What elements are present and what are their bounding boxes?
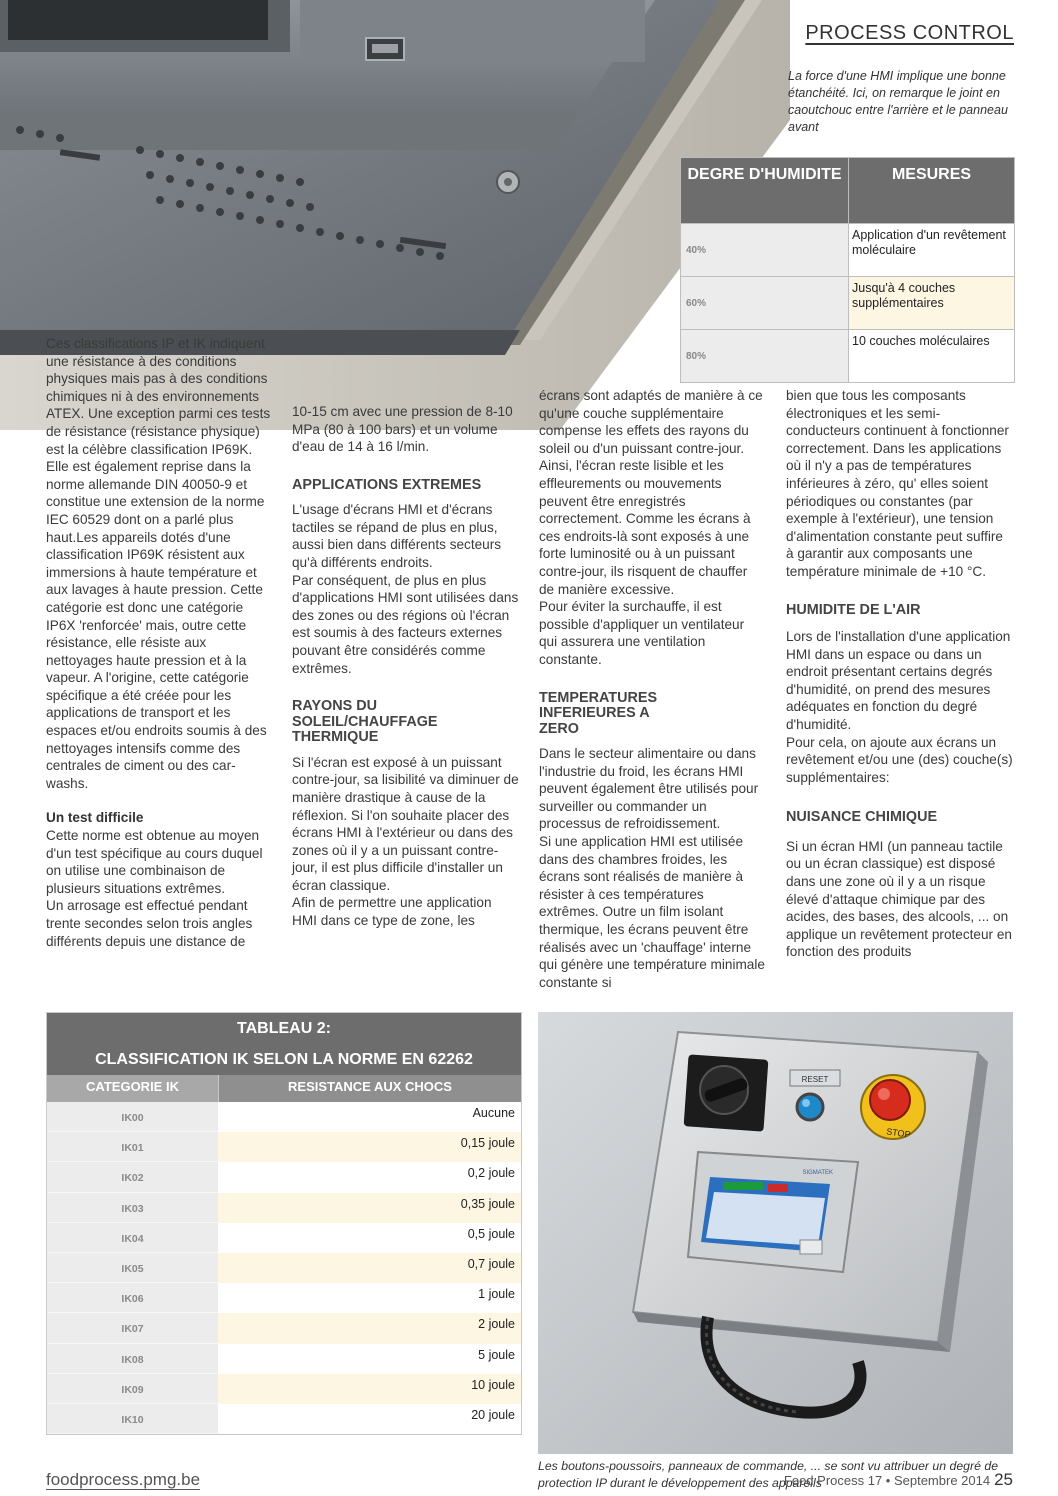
footer-site-link[interactable]: foodprocess.pmg.be xyxy=(46,1470,201,1489)
humidity-row xyxy=(681,330,1015,383)
brand-label: SIGMATEK xyxy=(802,1170,833,1176)
paragraph: Dans le secteur alimentaire ou dans l'industrie du froid, les écrans HMI peuvent également être utilisés pour surveiller ou commander un processus de refroidissement. xyxy=(539,746,759,832)
paragraph: Par conséquent, de plus en plus d'applications HMI sont utilisées dans des zones ou des régions où l'écran est soumis à des facteurs externes pouvant être considérés comme extrêmes. xyxy=(292,572,519,676)
paragraph: Un arrosage est effectué pendant trente secondes selon trois angles différents depuis une distance de xyxy=(46,898,253,949)
ik-category: IK09 xyxy=(47,1374,218,1404)
section-label: PROCESS CONTROL xyxy=(805,22,1014,44)
ik-category: IK01 xyxy=(47,1132,218,1162)
ik-row xyxy=(47,1404,521,1434)
paragraph: Si une application HMI est utilisée dans des chambres froides, les écrans sont réalisés de manière à résister à ces températures extrêmes. Outre un film isolant thermique, les écrans peuvent être réalisés avec un 'chauffage' interne qui génère une température minimale constante si xyxy=(539,833,765,990)
humidity-row xyxy=(681,224,1015,277)
humidity-header-level: DEGRE D'HUMIDITE xyxy=(681,158,849,224)
ik-row xyxy=(47,1193,521,1223)
ik-row xyxy=(47,1223,521,1253)
ik-value: 0,15 joule xyxy=(218,1132,521,1162)
ik-value: 0,7 joule xyxy=(218,1253,521,1283)
footer-issue-text: Food Process 17 • Septembre 2014 xyxy=(783,1473,991,1488)
article-column-1 xyxy=(46,335,271,950)
ik-category: IK08 xyxy=(47,1344,218,1374)
ik-category: IK02 xyxy=(47,1162,218,1192)
ik-value: 20 joule xyxy=(471,1407,515,1422)
paragraph: Ces classifications IP et IK indiquent une résistance à des conditions physiques mais pas à des conditions chimiques ni à des environnements ATEX. Une exception parmi ces tests de résistance (résistance physique) est la célèbre classification IP69K. Elle est également reprise dans la norme allemande DIN 40050-9 et constitue une extension de la norme IEC 60529 dont on a parlé plus haut.Les appareils dotés d'une classification IP69K résistent aux immersions à haute température et aux lavages à haute pression. Cette catégorie est donc une catégorie IP6X 'renforcée' mais, outre cette résistance, elle résiste aux nettoyages haute pression et à la vapeur. A l'origine, cette catégorie spécifique a été créée pour les applications de transport et les espaces et/ou endroits soumis à des nettoyages intensifs comme des centrales de ciment ou des car-washs. xyxy=(46,336,271,791)
page-number: 25 xyxy=(994,1470,1013,1489)
paragraph: Pour cela, on ajoute aux écrans un revêtement et/ou une (des) couche(s) supplémentaires: xyxy=(786,734,1013,785)
subheading-test: Un test difficile xyxy=(46,810,144,826)
paragraph: L'usage d'écrans HMI et d'écrans tactiles se répand de plus en plus, aussi bien dans différents secteurs qu'à différents endroits. xyxy=(292,502,502,571)
reset-label: RESET xyxy=(801,1075,829,1084)
ik-row xyxy=(47,1162,521,1192)
stop-label: STOP xyxy=(885,1126,912,1140)
humidity-level: 60% xyxy=(681,277,849,330)
paragraph: 10-15 cm avec une pression de 8-10 MPa (80 à 100 bars) et un volume d'eau de 14 à 16 l/min. xyxy=(292,404,513,455)
humidity-measure: Jusqu'à 4 couches supplémentaires xyxy=(849,277,1015,330)
footer-issue xyxy=(784,1470,1013,1490)
ik-row xyxy=(47,1132,521,1162)
ik-category: IK03 xyxy=(47,1193,218,1223)
ik-value: 5 joule xyxy=(478,1347,515,1362)
ik-value: 0,35 joule xyxy=(218,1193,521,1223)
ik-table-title-line2: CLASSIFICATION IK SELON LA NORME EN 62262 xyxy=(95,1051,473,1068)
paragraph: écrans sont adaptés de manière à ce qu'une couche supplémentaire compense les effets des rayons du soleil ou d'un puissant contre-jour. Ainsi, l'écran reste lisible et les effleurements ou mouvements peuvent être enregistrés correctement. Comme les écrans à ces endroits-là sont exposés à une forte luminosité ou à un puissant contre-jour, ils risquent de chauffer de manière excessive. xyxy=(539,388,763,597)
heading-sun: RAYONS DU SOLEIL/CHAUFFAGE THERMIQUE xyxy=(292,698,438,746)
humidity-level: 40% xyxy=(681,224,849,277)
heading-humidity: HUMIDITE DE L'AIR xyxy=(786,601,921,618)
ik-category: IK00 xyxy=(47,1102,218,1132)
ik-value: Aucune xyxy=(472,1106,515,1120)
paragraph: Si l'écran est exposé à un puissant contre-jour, sa lisibilité va diminuer de manière drastique à cause de la réflexion. Si l'on souhaite placer des écrans HMI à l'extérieur ou dans des zones où il y a un puissant contre-jour, il est plus difficile d'installer un écran classique. xyxy=(292,754,519,893)
humidity-level: 80% xyxy=(681,330,849,383)
ik-row xyxy=(47,1313,521,1343)
humidity-measure: Application d'un revêtement moléculaire xyxy=(849,224,1015,277)
humidity-table xyxy=(680,157,1015,383)
ik-value: 1 joule xyxy=(478,1287,515,1302)
ik-category: IK04 xyxy=(47,1223,218,1253)
ik-value: 0,5 joule xyxy=(467,1226,515,1241)
ik-row xyxy=(47,1344,521,1374)
ik-row xyxy=(47,1102,521,1132)
humidity-measure: 10 couches moléculaires xyxy=(849,330,1015,383)
ik-category: IK07 xyxy=(47,1313,218,1343)
ik-table-title-line1: TABLEAU 2: xyxy=(237,1020,331,1037)
hmi-control-panel-photo xyxy=(538,1012,1013,1454)
ik-header-resistance: RESISTANCE AUX CHOCS xyxy=(218,1075,521,1102)
ik-value: 2 joule xyxy=(218,1313,521,1343)
humidity-header-measure: MESURES xyxy=(849,158,1015,224)
paragraph: Cette norme est obtenue au moyen d'un test spécifique au cours duquel on utilise une combinaison de plusieurs situations extrêmes. xyxy=(46,828,263,896)
ik-classification-table xyxy=(46,1012,522,1435)
humidity-row xyxy=(681,277,1015,330)
ik-table-title xyxy=(47,1013,521,1075)
article-column-4 xyxy=(786,387,1014,961)
paragraph: bien que tous les composants électroniques et les semi-conducteurs continuent à fonctionner correctement. Dans les applications où il n'y a pas de températures inférieures à zéro, qu' elles soient périodiques ou constantes (par exemple à l'extérieur), une tension d'alimentation constante peut suffire à garantir aux composants une température minimale de +10 °C. xyxy=(786,388,1009,579)
paragraph: Pour éviter la surchauffe, il est possible d'appliquer un ventilateur qui assurera une ventilation constante. xyxy=(539,599,745,667)
ik-row xyxy=(47,1374,521,1404)
ik-row xyxy=(47,1283,521,1313)
paragraph: Si un écran HMI (un panneau tactile ou un écran classique) est disposé dans une zone où il y a un risque élevé d'attaque chimique par des acides, des bases, des alcools, ... on applique un revêtement protecteur en fonction des produits xyxy=(786,838,1012,960)
ik-category: IK10 xyxy=(47,1404,218,1434)
article-column-2 xyxy=(292,403,520,930)
heading-chemical: NUISANCE CHIMIQUE xyxy=(786,809,938,826)
photo-caption-top: La force d'une HMI implique une bonne étanchéité. Ici, on remarque le joint en caoutchouc entre l'arrière et le panneau avant xyxy=(788,69,1008,134)
ik-value: 0,2 joule xyxy=(467,1166,515,1181)
paragraph: Afin de permettre une application HMI dans ce type de zone, les xyxy=(292,895,492,929)
paragraph: Lors de l'installation d'une application HMI dans un espace ou dans un endroit présentant certains degrés d'humidité, on prend des mesures adéquates en fonction du degré d'humidité. xyxy=(786,629,1011,732)
article-column-3 xyxy=(539,387,765,991)
ik-category: IK05 xyxy=(47,1253,218,1283)
ik-table-header xyxy=(47,1075,521,1102)
heading-applications: APPLICATIONS EXTREMES xyxy=(292,476,482,493)
photo-caption-bottom: Les boutons-poussoirs, panneaux de commande, ... se sont vu attribuer un degré de protection IP durant le développement des appareils xyxy=(538,1459,999,1490)
heading-temperatures: TEMPERATURES INFERIEURES A ZERO xyxy=(539,689,658,737)
ik-row xyxy=(47,1253,521,1283)
ik-header-category: CATEGORIE IK xyxy=(47,1075,218,1102)
ik-category: IK06 xyxy=(47,1283,218,1313)
ik-value: 10 joule xyxy=(218,1374,521,1404)
